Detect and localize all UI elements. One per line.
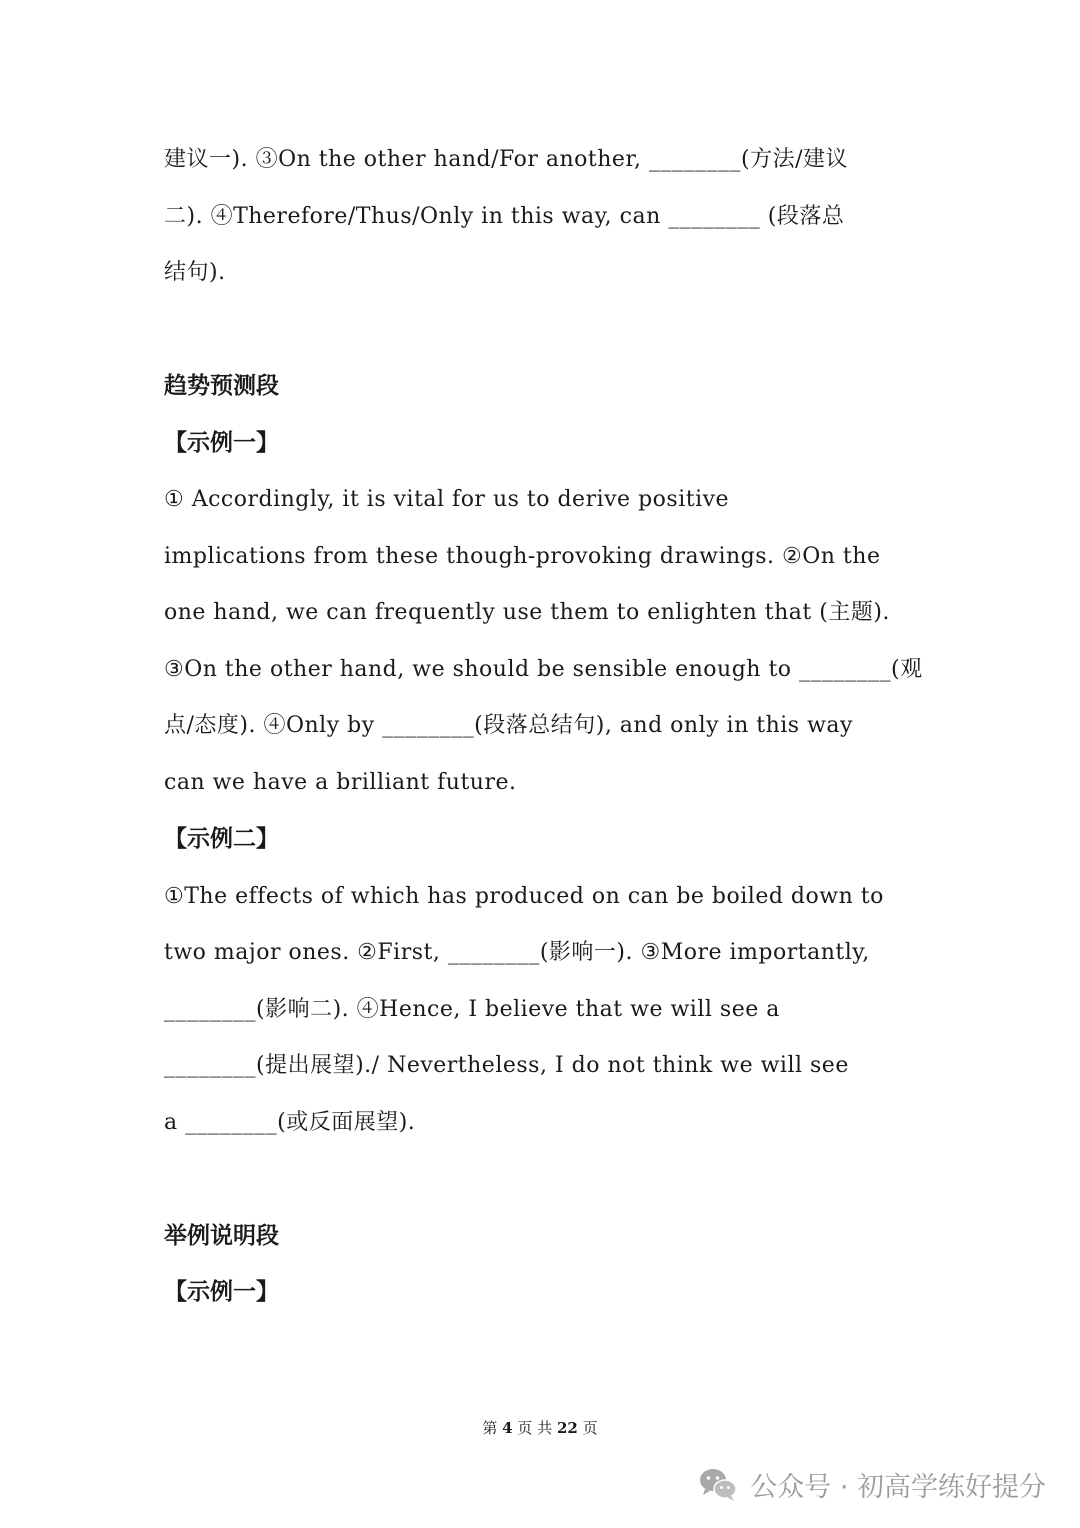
- page-footer: [0, 1416, 1080, 1440]
- text-line: 二). ④Therefore/Thus/Only in this way, can ________ (段落总: [164, 204, 845, 229]
- footer-middle: 页 共: [517, 1419, 553, 1437]
- example-label: 【示例一】: [164, 430, 279, 456]
- footer-page-number: 4: [502, 1419, 513, 1437]
- text-line: 结句).: [164, 260, 226, 285]
- text-line: ________(影响二). ④Hence, I believe that we will see a: [164, 997, 780, 1022]
- text-line: ①The effects of which has produced on can be boiled down to: [164, 884, 884, 909]
- text-line: ③On the other hand, we should be sensible enough to ________(观: [164, 657, 923, 682]
- example-label: 【示例二】: [164, 826, 279, 852]
- example-label: 【示例一】: [164, 1279, 279, 1305]
- text-line: a ________(或反面展望).: [164, 1110, 416, 1135]
- text-line: 点/态度). ④Only by ________(段落总结句), and only in this way: [164, 713, 853, 738]
- text-line: one hand, we can frequently use them to enlighten that (主题).: [164, 600, 890, 625]
- footer-prefix: 第: [482, 1419, 498, 1437]
- watermark-text: 公众号 · 初高学练好提分: [750, 1471, 1046, 1503]
- text-line: ________(提出展望)./ Nevertheless, I do not think we will see: [164, 1053, 849, 1078]
- wechat-icon: [698, 1466, 738, 1502]
- section-title-example: 举例说明段: [164, 1223, 279, 1249]
- text-line: can we have a brilliant future.: [164, 770, 517, 795]
- text-line: two major ones. ②First, ________(影响一). ③More importantly,: [164, 940, 870, 965]
- footer-suffix: 页: [582, 1419, 598, 1437]
- text-line: 建议一). ③On the other hand/For another, ________(方法/建议: [164, 147, 848, 172]
- section-title-trend: 趋势预测段: [164, 373, 279, 399]
- text-line: implications from these though-provoking drawings. ②On the: [164, 544, 881, 569]
- text-line: ① Accordingly, it is vital for us to derive positive: [164, 487, 730, 512]
- watermark: [698, 1462, 1046, 1506]
- footer-page-total: 22: [556, 1419, 578, 1437]
